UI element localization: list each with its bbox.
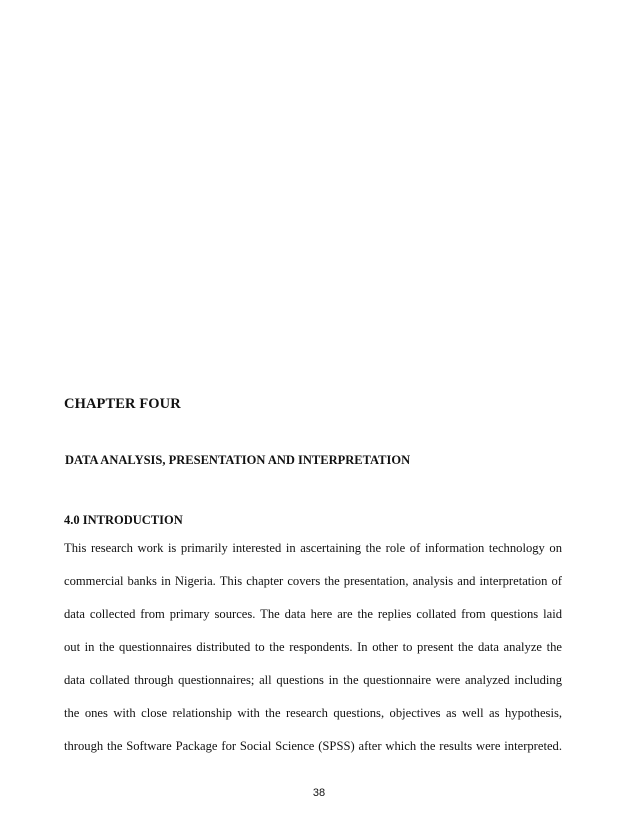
paragraph-line: through the Software Package for Social Science (SPSS) after which the results were interpreted. [64,739,562,753]
section-heading: 4.0 INTRODUCTION [64,513,183,527]
paragraph-line: This research work is primarily interested in ascertaining the role of information technology on [64,541,562,555]
paragraph-line: data collated through questionnaires; all questions in the questionnaire were analyzed including [64,673,562,687]
introduction-paragraph [64,539,562,770]
page-number: 38 [312,787,326,799]
paragraph-line: out in the questionnaires distributed to the respondents. In other to present the data analyze the [64,640,562,654]
paragraph-line: commercial banks in Nigeria. This chapter covers the presentation, analysis and interpretation of [64,574,562,588]
chapter-title: CHAPTER FOUR [64,396,181,412]
chapter-subtitle: DATA ANALYSIS, PRESENTATION AND INTERPRETATION [65,453,411,467]
paragraph-line: data collected from primary sources. The data here are the replies collated from questions laid [64,607,562,621]
paragraph-line: the ones with close relationship with the research questions, objectives as well as hypothesis, [64,706,562,720]
